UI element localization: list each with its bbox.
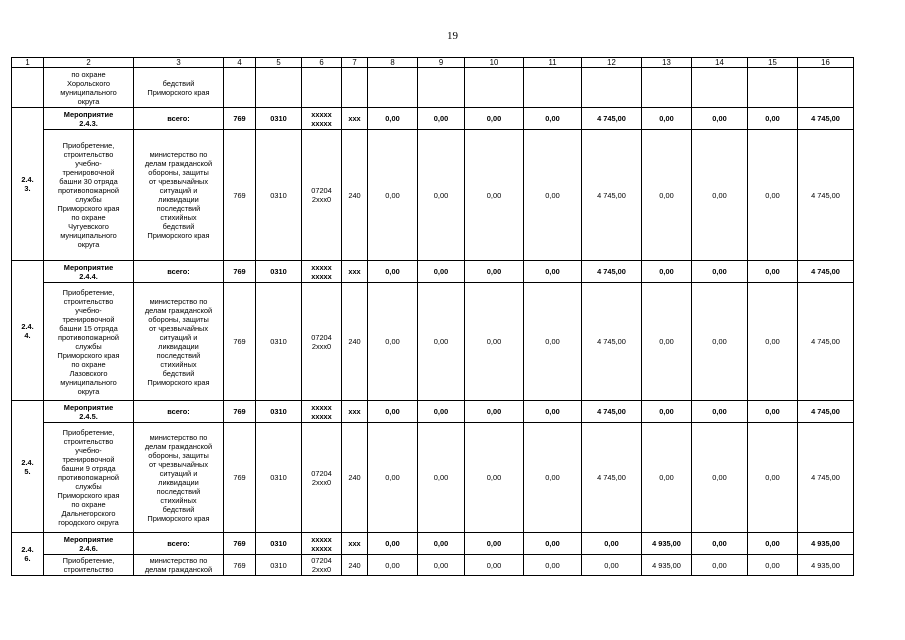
total-value: 4 745,00 [582,401,642,423]
column-header: 13 [642,58,692,68]
event-title: Мероприятие 2.4.5. [44,401,134,423]
responsible-executor: бедствий Приморского края [134,68,224,108]
event-description: Приобретение, строительство [44,555,134,576]
detail-value: 0,00 [748,423,798,533]
total-value: 0,00 [748,533,798,555]
total-value: 0,00 [692,533,748,555]
detail-value: 0,00 [692,555,748,576]
total-value: 4 935,00 [798,533,854,555]
event-detail-row [12,555,854,576]
event-number: 2.4. 5. [12,401,44,533]
empty-cell [418,68,465,108]
total-value: 4 745,00 [798,401,854,423]
total-label: всего: [134,533,224,555]
total-value: 4 745,00 [582,108,642,130]
empty-cell [582,68,642,108]
number-cell [12,68,44,108]
detail-value: 240 [342,423,368,533]
detail-value: 07204 2ххх0 [302,283,342,401]
detail-value: 0,00 [692,423,748,533]
column-header: 3 [134,58,224,68]
total-value: 0,00 [692,401,748,423]
total-value: 0,00 [692,108,748,130]
detail-value: 0,00 [418,555,465,576]
total-value: 0,00 [368,401,418,423]
column-header: 1 [12,58,44,68]
empty-cell [368,68,418,108]
event-title: Мероприятие 2.4.6. [44,533,134,555]
column-header: 11 [524,58,582,68]
event-number: 2.4. 4. [12,261,44,401]
event-title: Мероприятие 2.4.3. [44,108,134,130]
detail-value: 0,00 [368,283,418,401]
total-value: 0,00 [524,108,582,130]
column-header: 9 [418,58,465,68]
detail-value: 4 935,00 [642,555,692,576]
total-value: 769 [224,401,256,423]
empty-cell [224,68,256,108]
total-value: 0,00 [642,261,692,283]
total-label: всего: [134,108,224,130]
table-body [12,58,854,576]
detail-value: 0,00 [418,423,465,533]
detail-value: 0,00 [524,283,582,401]
total-value: 0,00 [524,261,582,283]
detail-value: 0,00 [465,283,524,401]
event-description: Приобретение, строительство учебно- тренировочной башни 9 отряда противопожарной службы Приморского края по охране Дальнегорского городского округа [44,423,134,533]
detail-value: 0,00 [524,555,582,576]
responsible-executor: министерство по делам гражданской обороны, защиты от чрезвычайных ситуаций и ликвидации последствий стихийных бедствий Приморского края [134,283,224,401]
total-value: 0,00 [748,261,798,283]
event-name: по охране Хорольского муниципального округа [44,68,134,108]
column-header: 12 [582,58,642,68]
total-value: 0,00 [418,261,465,283]
detail-value: 0,00 [748,283,798,401]
detail-value: 0,00 [418,283,465,401]
total-value: 0310 [256,108,302,130]
event-detail-row [12,423,854,533]
column-header: 2 [44,58,134,68]
detail-value: 0,00 [642,423,692,533]
detail-value: 0,00 [642,130,692,261]
event-title: Мероприятие 2.4.4. [44,261,134,283]
header-row [12,58,854,68]
total-value: 0,00 [692,261,748,283]
detail-value: 0,00 [524,423,582,533]
total-value: 4 935,00 [642,533,692,555]
total-value: ххх [342,401,368,423]
detail-value: 0,00 [368,130,418,261]
column-header: 10 [465,58,524,68]
detail-value: 240 [342,130,368,261]
total-value: ххх [342,261,368,283]
total-value: 4 745,00 [798,261,854,283]
detail-value: 07204 2ххх0 [302,555,342,576]
detail-value: 4 745,00 [582,423,642,533]
total-value: 0,00 [418,108,465,130]
total-value: ххххх ххххх [302,261,342,283]
total-value: 0,00 [465,533,524,555]
detail-value: 4 745,00 [798,283,854,401]
detail-value: 4 745,00 [798,130,854,261]
detail-value: 0,00 [748,130,798,261]
total-value: 0,00 [748,401,798,423]
empty-cell [302,68,342,108]
event-number: 2.4. 3. [12,108,44,261]
detail-value: 0,00 [418,130,465,261]
detail-value: 0,00 [465,423,524,533]
event-number: 2.4. 6. [12,533,44,576]
detail-value: 0,00 [368,423,418,533]
detail-value: 0,00 [642,283,692,401]
event-detail-row [12,130,854,261]
detail-value: 0,00 [692,130,748,261]
total-value: 4 745,00 [798,108,854,130]
empty-cell [642,68,692,108]
detail-value: 0,00 [524,130,582,261]
detail-value: 0310 [256,423,302,533]
empty-cell [342,68,368,108]
column-header: 14 [692,58,748,68]
event-detail-row [12,283,854,401]
empty-cell [256,68,302,108]
empty-cell [465,68,524,108]
detail-value: 0,00 [465,130,524,261]
total-value: 0,00 [642,108,692,130]
empty-cell [692,68,748,108]
empty-cell [748,68,798,108]
responsible-executor: министерство по делам гражданской [134,555,224,576]
total-value: 0,00 [524,533,582,555]
detail-value: 240 [342,555,368,576]
total-value: 0,00 [418,533,465,555]
total-value: 0,00 [524,401,582,423]
column-header: 8 [368,58,418,68]
detail-value: 0310 [256,555,302,576]
column-header: 4 [224,58,256,68]
responsible-executor: министерство по делам гражданской обороны, защиты от чрезвычайных ситуаций и ликвидации последствий стихийных бедствий Приморского края [134,423,224,533]
event-total-row [12,108,854,130]
column-header: 6 [302,58,342,68]
detail-value: 0310 [256,130,302,261]
total-value: 769 [224,108,256,130]
total-value: 769 [224,533,256,555]
detail-value: 0,00 [368,555,418,576]
total-value: ххххх ххххх [302,108,342,130]
total-value: 4 745,00 [582,261,642,283]
total-value: 0,00 [465,261,524,283]
total-value: 0,00 [748,108,798,130]
total-value: ххх [342,108,368,130]
total-value: 0310 [256,533,302,555]
detail-value: 4 745,00 [582,283,642,401]
total-value: ххххх ххххх [302,533,342,555]
detail-value: 769 [224,130,256,261]
detail-value: 0310 [256,283,302,401]
detail-value: 769 [224,423,256,533]
detail-value: 07204 2ххх0 [302,423,342,533]
total-value: 0,00 [418,401,465,423]
event-total-row [12,533,854,555]
empty-cell [798,68,854,108]
budget-table [11,57,854,576]
detail-value: 4 745,00 [798,423,854,533]
total-value: 0,00 [368,108,418,130]
detail-value: 0,00 [582,555,642,576]
total-value: 0310 [256,261,302,283]
empty-cell [524,68,582,108]
total-value: ххххх ххххх [302,401,342,423]
event-total-row [12,401,854,423]
total-value: 0310 [256,401,302,423]
total-value: 0,00 [368,261,418,283]
detail-value: 0,00 [692,283,748,401]
total-value: ххх [342,533,368,555]
column-header: 16 [798,58,854,68]
detail-value: 0,00 [465,555,524,576]
total-label: всего: [134,261,224,283]
detail-value: 769 [224,283,256,401]
total-value: 769 [224,261,256,283]
page-number: 19 [447,30,458,42]
column-header: 5 [256,58,302,68]
detail-value: 240 [342,283,368,401]
total-value: 0,00 [465,401,524,423]
detail-value: 4 935,00 [798,555,854,576]
total-value: 0,00 [368,533,418,555]
detail-value: 07204 2ххх0 [302,130,342,261]
detail-value: 769 [224,555,256,576]
detail-value: 4 745,00 [582,130,642,261]
event-description: Приобретение, строительство учебно- тренировочной башни 15 отряда противопожарной службы Приморского края по охране Лазовского муниципального округа [44,283,134,401]
event-total-row [12,261,854,283]
responsible-executor: министерство по делам гражданской обороны, защиты от чрезвычайных ситуаций и ликвидации последствий стихийных бедствий Приморского края [134,130,224,261]
column-header: 7 [342,58,368,68]
event-description: Приобретение, строительство учебно- тренировочной башни 30 отряда противопожарной службы Приморского края по охране Чугуевского муниципального округа [44,130,134,261]
total-value: 0,00 [582,533,642,555]
total-value: 0,00 [642,401,692,423]
total-value: 0,00 [465,108,524,130]
total-label: всего: [134,401,224,423]
column-header: 15 [748,58,798,68]
detail-value: 0,00 [748,555,798,576]
continuation-row [12,68,854,108]
